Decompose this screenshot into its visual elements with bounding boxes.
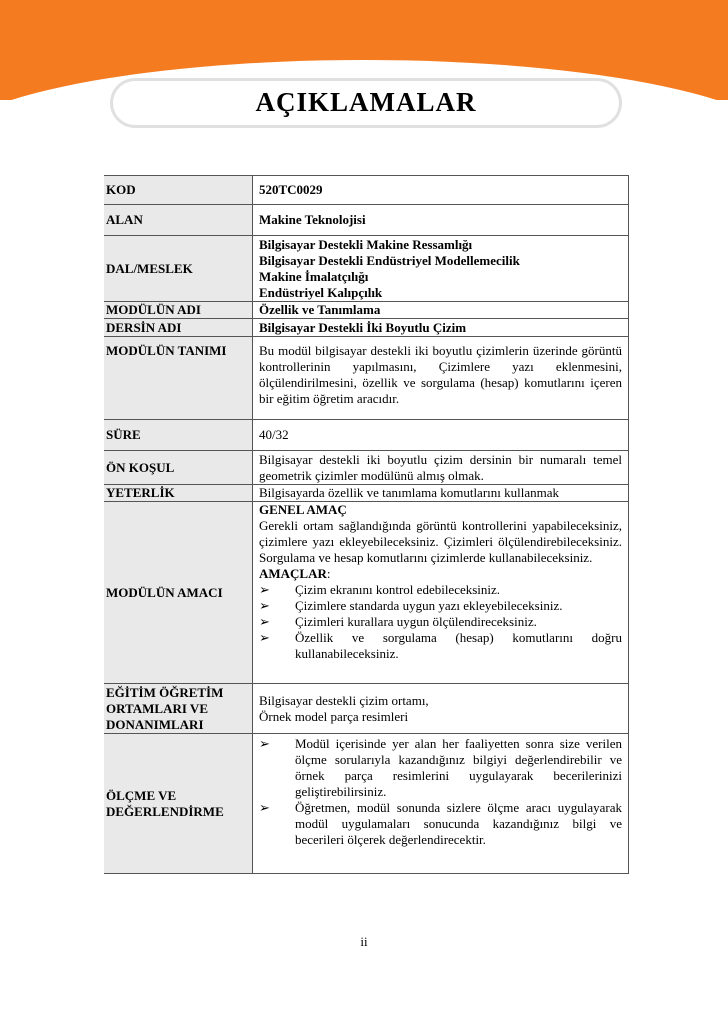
- row-value: 520TC0029: [253, 176, 629, 205]
- row-value: Özellik ve Tanımlama: [253, 302, 629, 319]
- amaclar-list: [259, 582, 622, 662]
- row-alan: [104, 205, 629, 236]
- module-info-table: [104, 175, 629, 874]
- title-banner: [110, 78, 622, 128]
- row-modul-tanimi: [104, 337, 629, 420]
- list-item: ➢ Çizimleri kurallara uygun ölçülendireceksiniz.: [259, 614, 622, 630]
- dal-line: Bilgisayar Destekli Endüstriyel Modellemecilik: [259, 252, 520, 268]
- row-sure: [104, 420, 629, 451]
- row-label: YETERLİK: [104, 485, 253, 502]
- row-value: [253, 236, 629, 302]
- row-olcme: [104, 734, 629, 874]
- row-value: Bilgisayar destekli iki boyutlu çizim dersinin bir numaralı temel geometrik çizimler modülünü almış olmak.: [253, 451, 629, 485]
- row-label: MODÜLÜN ADI: [104, 302, 253, 319]
- row-value: [253, 684, 629, 734]
- amaclar-title: AMAÇLAR: [259, 566, 327, 581]
- row-label: DAL/MESLEK: [104, 236, 253, 302]
- olcme-list: [259, 736, 622, 848]
- list-item: ➢ Modül içerisinde yer alan her faaliyetten sonra size verilen ölçme sorularıyla kazandığınız bilgiyi değerlendirebilir ve örnek parça resimlerini uygulayarak becerilerinizi geliştirebilirsiniz.: [259, 736, 622, 800]
- row-label: ÖLÇME VE DEĞERLENDİRME: [104, 734, 253, 874]
- row-value: Bilgisayarda özellik ve tanımlama komutlarını kullanmak: [253, 485, 629, 502]
- row-label: ALAN: [104, 205, 253, 236]
- genel-amac-title: GENEL AMAÇ: [259, 502, 347, 517]
- row-modul-adi: [104, 302, 629, 319]
- dal-line: Endüstriyel Kalıpçılık: [259, 284, 383, 300]
- row-label: EĞİTİM ÖĞRETİM ORTAMLARI VE DONANIMLARI: [104, 684, 253, 734]
- row-modul-amaci: [104, 502, 629, 684]
- page-header: [0, 0, 728, 130]
- ortam-line: Bilgisayar destekli çizim ortamı,: [259, 692, 429, 708]
- row-dal-meslek: [104, 236, 629, 302]
- list-item: ➢ Özellik ve sorgulama (hesap) komutlarını doğru kullanabileceksiniz.: [259, 630, 622, 662]
- row-value: [253, 734, 629, 874]
- row-label: SÜRE: [104, 420, 253, 451]
- dal-line: Makine İmalatçılığı: [259, 268, 369, 284]
- page-title: AÇIKLAMALAR: [255, 87, 477, 117]
- row-yeterlik: [104, 485, 629, 502]
- row-label: KOD: [104, 176, 253, 205]
- amaclar-heading: [259, 566, 622, 582]
- row-value: Bilgisayar Destekli İki Boyutlu Çizim: [253, 319, 629, 337]
- row-label: MODÜLÜN TANIMI: [104, 337, 253, 420]
- list-item: ➢ Çizimlere standarda uygun yazı ekleyebileceksiniz.: [259, 598, 622, 614]
- row-label: DERSİN ADI: [104, 319, 253, 337]
- row-value: Bu modül bilgisayar destekli iki boyutlu çizimlerin üzerinde görüntü kontrollerinin yapılmasını, Çizimlere yazı eklenmesini, ölçülendirilmesini, özellik ve sorgulama (hesap) komutlarını içeren bir eğitim öğretim aracıdır.: [253, 337, 629, 420]
- list-item: ➢ Öğretmen, modül sonunda sizlere ölçme aracı uygulayarak modül uygulamaları sonucunda kazandığınız bilgi ve becerileri ölçerek değerlendirecektir.: [259, 800, 622, 848]
- row-ortam: [104, 684, 629, 734]
- list-item: ➢ Çizim ekranını kontrol edebileceksiniz.: [259, 582, 622, 598]
- row-value: 40/32: [253, 420, 629, 451]
- amaclar-colon: :: [326, 566, 331, 581]
- row-value: Makine Teknolojisi: [253, 205, 629, 236]
- row-on-kosul: [104, 451, 629, 485]
- row-ders-adi: [104, 319, 629, 337]
- dal-line: Bilgisayar Destekli Makine Ressamlığı: [259, 236, 473, 252]
- ortam-line: Örnek model parça resimleri: [259, 708, 409, 724]
- row-label: MODÜLÜN AMACI: [104, 502, 253, 684]
- page-number: ii: [360, 934, 368, 949]
- row-kod: [104, 176, 629, 205]
- row-value: [253, 502, 629, 684]
- row-label: ÖN KOŞUL: [104, 451, 253, 485]
- genel-amac-text: Gerekli ortam sağlandığında görüntü kontrollerini yapabileceksiniz, çizimlere yazı ekleyebileceksiniz. Çizimleri ölçülendirebileceksiniz. Sorgulama ve hesap komutlarını çizimlerde kullanabileceksiniz.: [259, 518, 622, 565]
